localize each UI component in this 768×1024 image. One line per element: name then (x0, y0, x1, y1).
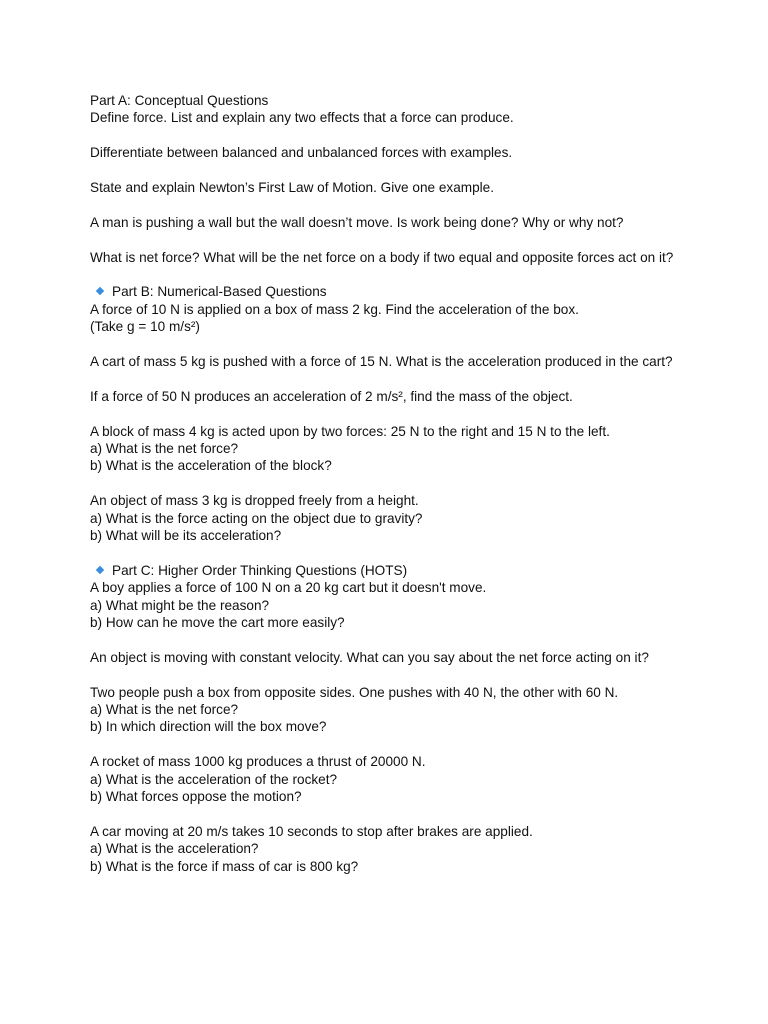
sub-question: a) What is the net force? (90, 702, 239, 718)
question-text: A cart of mass 5 kg is pushed with a force of 15 N. What is the acceleration produced in the cart? (90, 354, 673, 369)
sub-question: b) What will be its acceleration? (90, 528, 282, 544)
spacer (90, 736, 680, 753)
sub-question: b) What is the force if mass of car is 800 kg? (90, 858, 359, 874)
spacer (90, 666, 680, 683)
spacer (90, 370, 680, 387)
question-text: A rocket of mass 1000 kg produces a thrust of 20000 N. (90, 754, 426, 770)
spacer (90, 805, 680, 822)
sub-question: a) What might be the reason? (90, 597, 270, 613)
sub-question: b) What forces oppose the motion? (90, 789, 302, 805)
question-text: What is net force? What will be the net force on a body if two equal and opposite forces act on it? (90, 249, 674, 265)
sub-question: a) What is the force acting on the object due to gravity? (90, 510, 423, 526)
part-a-heading: Part A: Conceptual Questions (90, 93, 269, 108)
question-text: An object is moving with constant velocity. What can you say about the net force acting on it? (90, 649, 649, 665)
spacer (90, 631, 680, 648)
question-text: An object of mass 3 kg is dropped freely from a height. (90, 493, 419, 509)
question-text: Define force. List and explain any two effects that a force can produce. (90, 110, 514, 126)
question-text: If a force of 50 N produces an acceleration of 2 m/s², find the mass of the object. (90, 388, 573, 404)
sub-question: b) In which direction will the box move? (90, 719, 327, 735)
part-c-heading: Part C: Higher Order Thinking Questions (HOTS) (112, 562, 408, 578)
question-text: Two people push a box from opposite sides. One pushes with 40 N, the other with 60 N. (90, 684, 619, 700)
sub-question: a) What is the acceleration? (90, 841, 259, 857)
question-text: A boy applies a force of 100 N on a 20 kg cart but it doesn't move. (90, 580, 487, 596)
spacer (90, 266, 680, 283)
sub-question: a) What is the acceleration of the rocket? (90, 771, 338, 787)
sub-question: b) How can he move the cart more easily? (90, 615, 345, 631)
spacer (90, 231, 680, 248)
spacer (90, 162, 680, 179)
blue-diamond-icon (96, 287, 104, 295)
question-text: A man is pushing a wall but the wall doesn’t move. Is work being done? Why or why not? (90, 214, 624, 230)
sub-question: a) What is the net force? (90, 441, 239, 456)
spacer (90, 196, 680, 213)
spacer (90, 336, 680, 353)
blue-diamond-icon (96, 566, 104, 574)
question-text: A car moving at 20 m/s takes 10 seconds to stop after brakes are applied. (90, 823, 533, 839)
part-b-heading: Part B: Numerical-Based Questions (112, 284, 327, 300)
question-text: A force of 10 N is applied on a box of mass 2 kg. Find the acceleration of the box. (90, 301, 579, 317)
question-text: Differentiate between balanced and unbalanced forces with examples. (90, 145, 513, 161)
question-note: (Take g = 10 m/s²) (90, 319, 200, 335)
part-b-heading-row (90, 283, 680, 300)
part-c-heading-row (90, 562, 680, 579)
spacer (90, 127, 680, 144)
spacer (90, 544, 680, 561)
spacer (90, 405, 680, 422)
question-text: State and explain Newton’s First Law of Motion. Give one example. (90, 180, 494, 195)
document-page (90, 92, 680, 875)
spacer (90, 475, 680, 492)
sub-question: b) What is the acceleration of the block? (90, 458, 332, 474)
question-text: A block of mass 4 kg is acted upon by two forces: 25 N to the right and 15 N to the left. (90, 423, 610, 439)
